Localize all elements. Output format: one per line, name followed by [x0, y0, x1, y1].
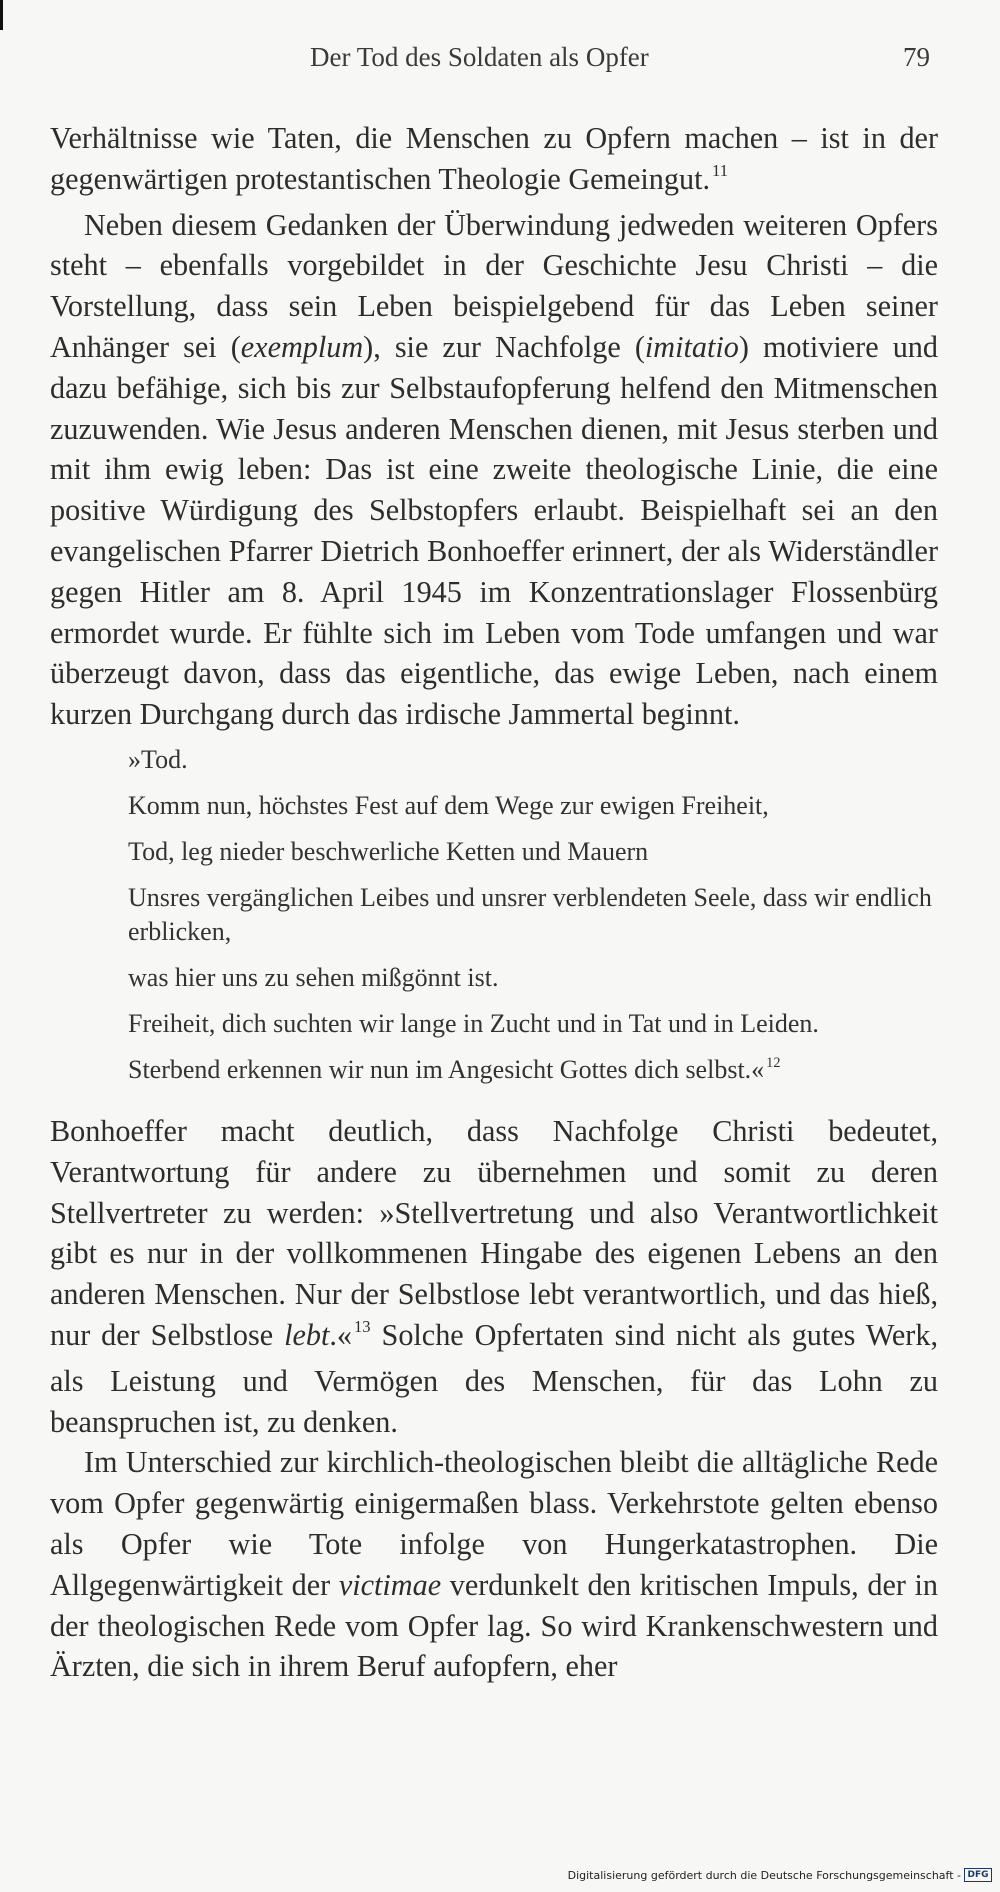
text-run: Freiheit, dich suchten wir lange in Zucht und in Tat und in Leiden.: [128, 1008, 819, 1038]
text-run: was hier uns zu sehen mißgönnt ist.: [128, 962, 499, 992]
text-run: Verhältnisse wie Taten, die Menschen zu Opfern machen – ist in der gegenwärtigen protestantischen Theologie Gemeingut.: [50, 121, 938, 196]
italic-term: lebt: [284, 1317, 330, 1352]
text-run: Tod, leg nieder beschwerliche Ketten und Mauern: [128, 836, 649, 866]
page-number: 79: [903, 42, 930, 72]
italic-term: victimae: [338, 1567, 442, 1602]
poem-line: [128, 789, 938, 823]
running-title: Der Tod des Soldaten als Opfer: [310, 42, 649, 72]
poem-line: [128, 881, 938, 949]
text-run: Unsres vergänglichen Leibes und unsrer verblendeten Seele, dass wir endlich erblicken,: [128, 882, 932, 946]
poem-line: [128, 961, 938, 995]
footnote-ref: 13: [353, 1317, 371, 1337]
text-run: Neben diesem Gedanken der Überwindung jedweden weiteren Opfers steht – ebenfalls vorgebildet in der Geschichte Jesu Christi – die Vorstellung, dass sein Leben beispielgebend für das Leben seiner Anhänger sei (: [50, 207, 938, 364]
running-header: [0, 42, 1000, 82]
scan-edge-mark: [0, 0, 3, 30]
text-run: Bonhoeffer macht deutlich, dass Nachfolge Christi bedeutet, Verantwortung für andere zu übernehmen und somit zu deren Stellvertreter zu werden: »Stellvertretung und also Verantwortlichkeit gibt es nur in der vollkommenen Hingabe des eigenen Lebens an den anderen Menschen. Nur der Selbstlose lebt verantwortlich, und das hieß, nur der Selbstlose: [50, 1113, 938, 1352]
body-text: [50, 118, 938, 1687]
text-run: Solche Opfertaten sind nicht als gutes Werk, als Leistung und Vermögen des Menschen, für das Lohn zu beanspruchen ist, zu denken.: [50, 1317, 938, 1439]
poem-line: [128, 835, 938, 869]
paragraph: [50, 1442, 938, 1687]
text-run: .«: [329, 1317, 352, 1352]
text-run: Sterbend erkennen wir nun im Angesicht Gottes dich selbst.«: [128, 1054, 765, 1084]
footnote-ref: 11: [712, 161, 729, 181]
text-run: ) motiviere und dazu befähige, sich bis zur Selbstaufopferung helfend den Mitmenschen zuzuwenden. Wie Jesus anderen Menschen dienen, mit Jesus sterben und mit ihm ewig leben: Das ist eine zweite theologische Linie, die eine positive Würdigung des Selbstopfers erlaubt. Beispielhaft sei an den evangelischen Pfarrer Dietrich Bonhoeffer erinnert, der als Widerständler gegen Hitler am 8. April 1945 im Konzentrationslager Flossenbürg ermordet wurde. Er fühlte sich im Leben vom Tode umfangen und war überzeugt davon, dass das eigentliche, das ewige Leben, nach einem kurzen Durchgang durch das irdische Jammertal beginnt.: [50, 329, 938, 732]
italic-term: imitatio: [644, 329, 739, 364]
paragraph: [50, 205, 938, 735]
text-run: Komm nun, höchstes Fest auf dem Wege zur ewigen Freiheit,: [128, 790, 769, 820]
dfg-logo: DFG: [964, 1868, 992, 1882]
paragraph: [50, 118, 938, 205]
poem-line: [128, 1053, 938, 1091]
poem-quote: [128, 743, 938, 1091]
poem-line: [128, 1007, 938, 1041]
paragraph: [50, 1111, 938, 1442]
digitization-credit: [568, 1868, 992, 1882]
text-run: Im Unterschied zur kirchlich-theologischen bleibt die alltägliche Rede vom Opfer gegenwärtig einigermaßen blass. Verkehrstote gelten ebenso als Opfer wie Tote infolge von Hungerkatastrophen. Die Allgegenwärtigkeit der: [50, 1445, 938, 1602]
credit-text: Digitalisierung gefördert durch die Deutsche Forschungsgemeinschaft -: [567, 1868, 961, 1882]
footnote-ref: 12: [766, 1055, 781, 1072]
text-run: »Tod.: [128, 744, 188, 774]
italic-term: exemplum: [240, 329, 364, 364]
text-run: verdunkelt den kritischen Impuls, der in der theologischen Rede vom Opfer lag. So wird Krankenschwestern und Ärzten, die sich in ihrem Beruf aufopfern, eher: [50, 1567, 938, 1684]
poem-line: [128, 743, 938, 777]
text-run: ), sie zur Nachfolge (: [363, 329, 645, 364]
